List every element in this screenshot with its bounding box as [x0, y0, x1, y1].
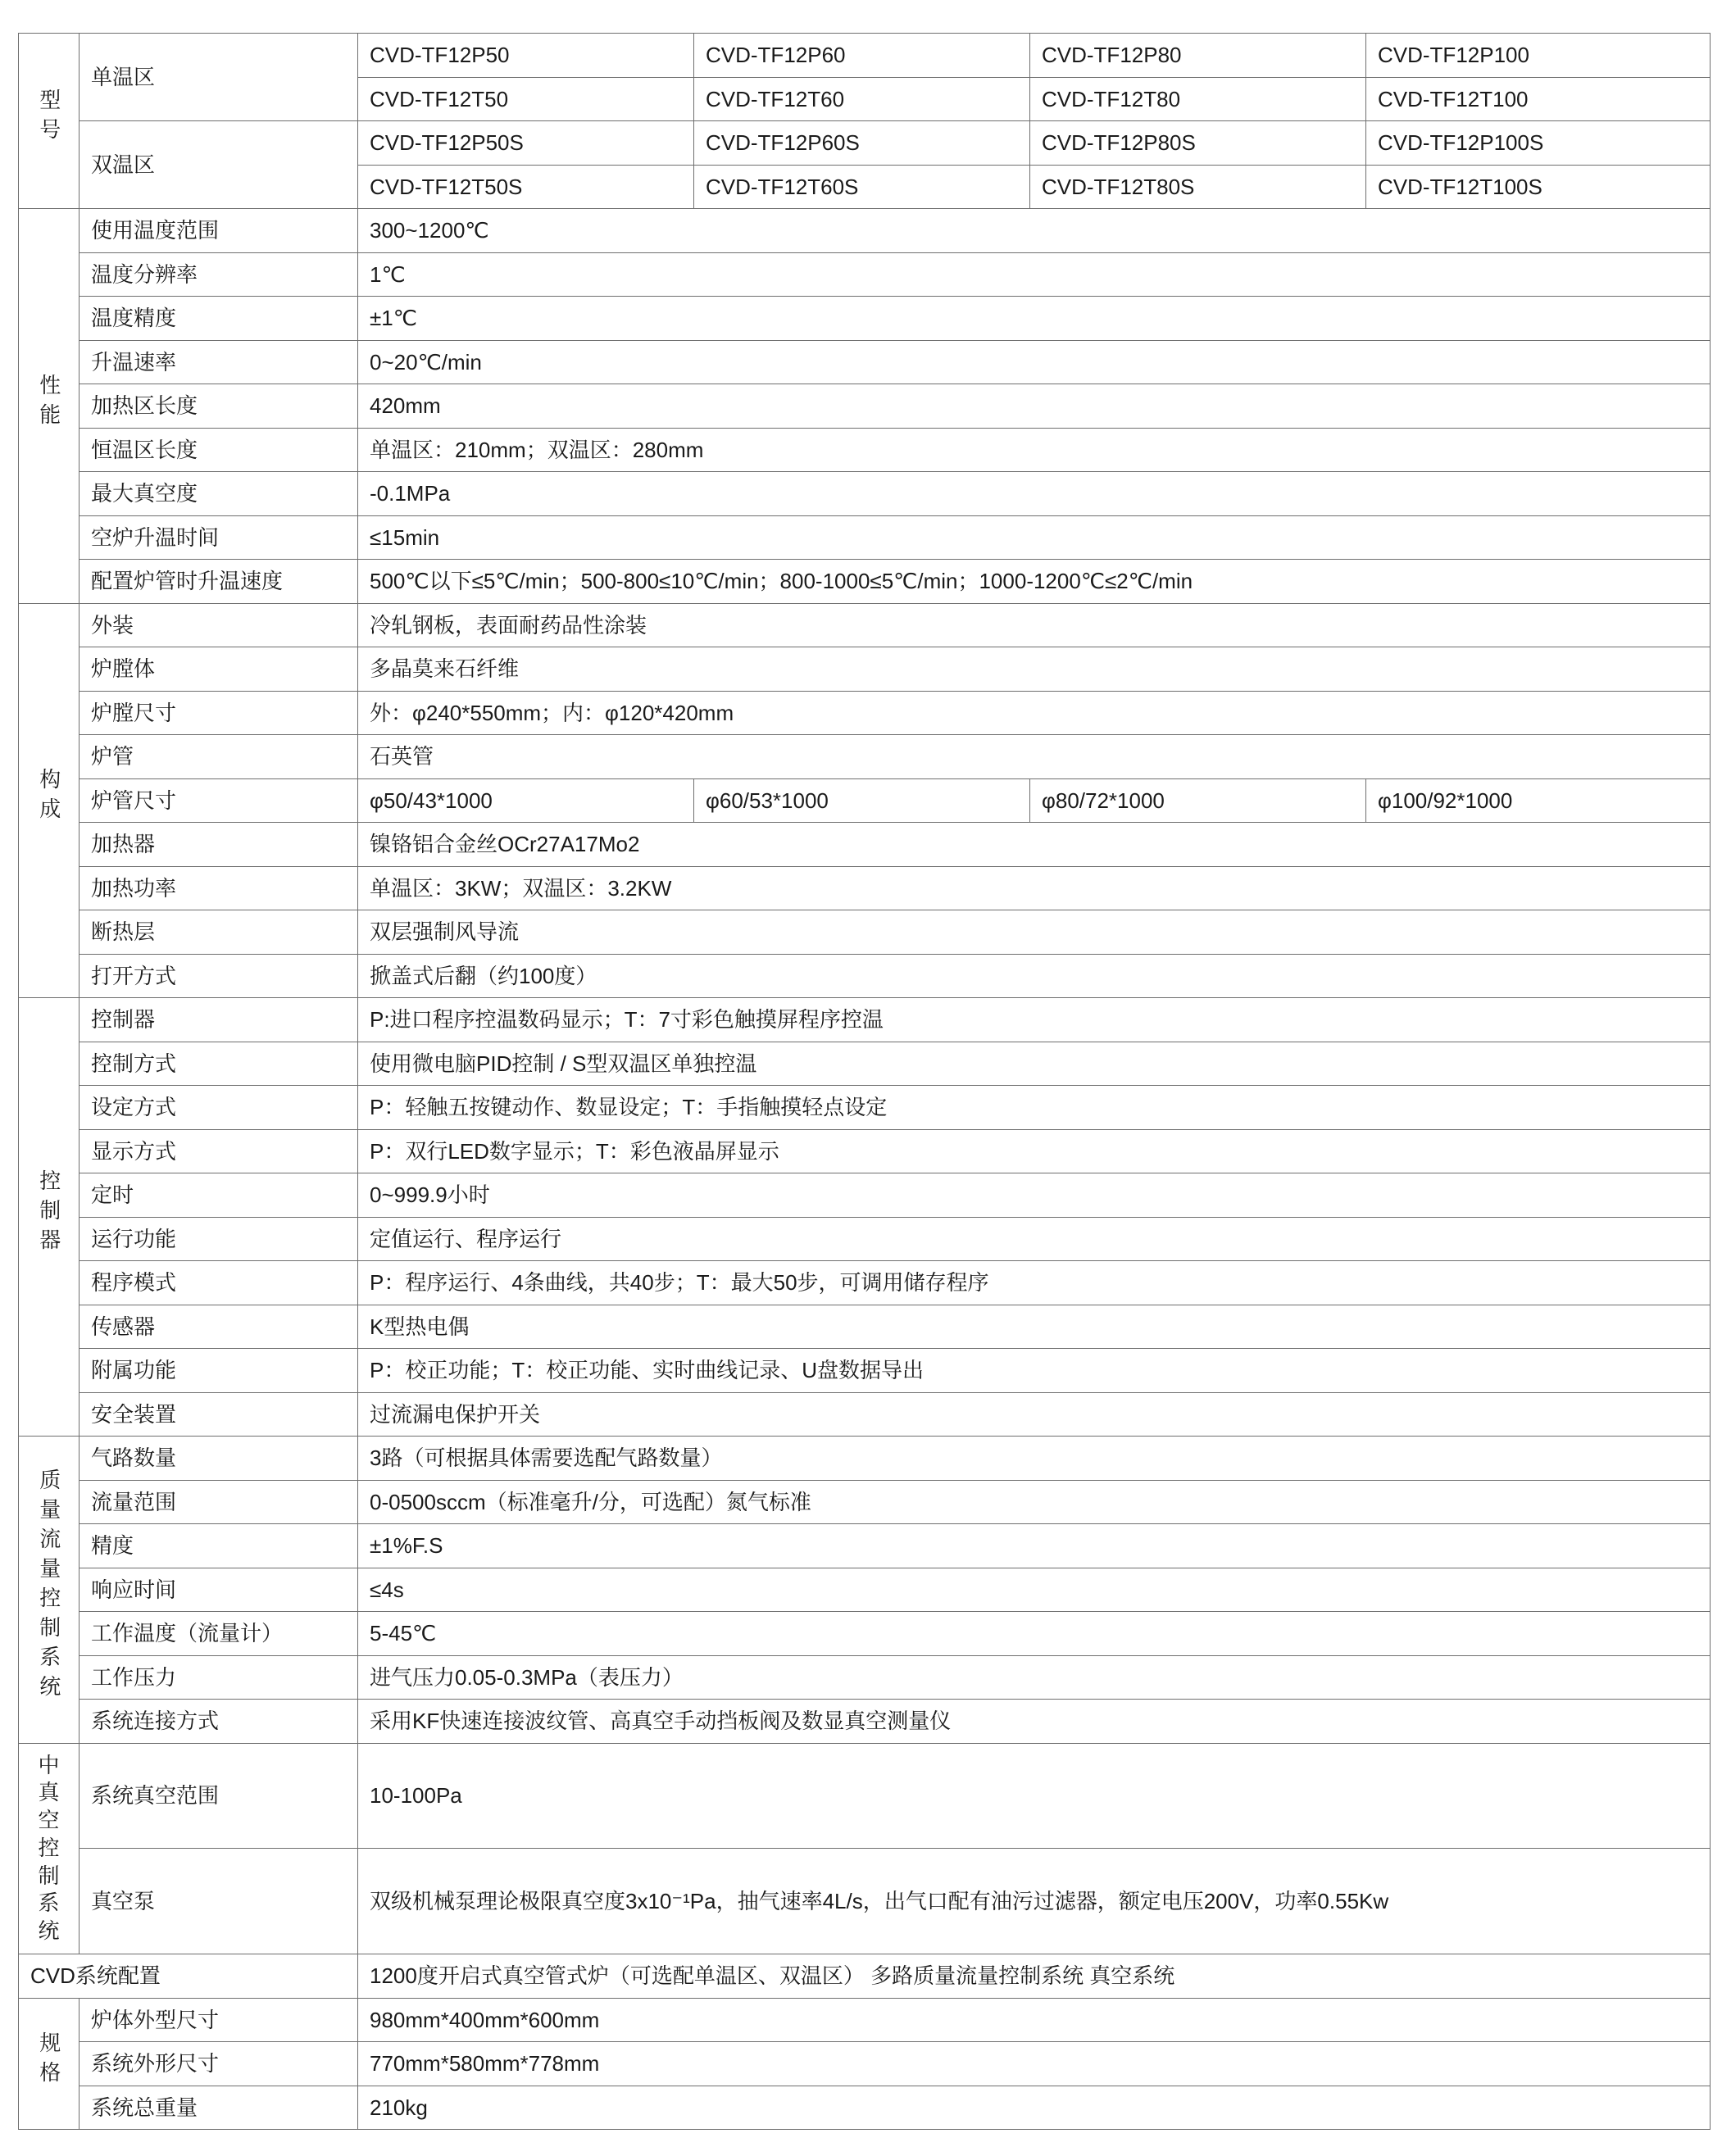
category-mass-flow: 质量流量控制系统: [19, 1437, 80, 1744]
table-row: [19, 1129, 1711, 1173]
attr-value: P：轻触五按键动作、数显设定；T：手指触摸轻点设定: [358, 1086, 1711, 1130]
attr-label: 炉膛尺寸: [80, 691, 358, 735]
attr-label: 炉膛体: [80, 647, 358, 692]
attr-value: 进气压力0.05-0.3MPa（表压力）: [358, 1655, 1711, 1700]
table-row: [19, 823, 1711, 867]
model-cell: CVD-TF12P80: [1030, 34, 1366, 78]
table-row: [19, 1524, 1711, 1568]
table-row: [19, 954, 1711, 998]
attr-value: ±1℃: [358, 297, 1711, 341]
table-row: [19, 603, 1711, 647]
attr-value: 外：φ240*550mm；内：φ120*420mm: [358, 691, 1711, 735]
pipe-size-cell: φ80/72*1000: [1030, 778, 1366, 823]
table-row: [19, 1349, 1711, 1393]
attr-label: 炉管尺寸: [80, 778, 358, 823]
table-row: [19, 34, 1711, 78]
attr-value: 多晶莫来石纤维: [358, 647, 1711, 692]
table-row: [19, 1655, 1711, 1700]
table-row: [19, 340, 1711, 384]
attr-value: 单温区：3KW；双温区：3.2KW: [358, 866, 1711, 910]
attr-label: 升温速率: [80, 340, 358, 384]
table-row: [19, 1086, 1711, 1130]
attr-value: 420mm: [358, 384, 1711, 429]
attr-label: 断热层: [80, 910, 358, 955]
attr-label: 最大真空度: [80, 472, 358, 516]
table-row: [19, 910, 1711, 955]
category-vacuum: 中真空控制系统: [19, 1743, 80, 1954]
table-row: [19, 297, 1711, 341]
attr-value: 双层强制风导流: [358, 910, 1711, 955]
attr-value: 10-100Pa: [358, 1743, 1711, 1849]
table-row: [19, 691, 1711, 735]
attr-value: ±1%F.S: [358, 1524, 1711, 1568]
model-cell: CVD-TF12T80: [1030, 77, 1366, 121]
attr-value: 过流漏电保护开关: [358, 1392, 1711, 1437]
attr-value: 0~20℃/min: [358, 340, 1711, 384]
table-row: [19, 1700, 1711, 1744]
table-row: [19, 121, 1711, 166]
attr-label: 真空泵: [80, 1849, 358, 1954]
specification-table: [18, 33, 1711, 2130]
category-controller: 控制器: [19, 998, 80, 1437]
attr-label: 精度: [80, 1524, 358, 1568]
attr-label: 加热功率: [80, 866, 358, 910]
attr-value: 掀盖式后翻（约100度）: [358, 954, 1711, 998]
cvd-config-value: 1200度开启式真空管式炉（可选配单温区、双温区） 多路质量流量控制系统 真空系统: [358, 1954, 1711, 1999]
attr-value: 500℃以下≤5℃/min；500-800≤10℃/min；800-1000≤5℃/min；1000-1200℃≤2℃/min: [358, 560, 1711, 604]
model-single-zone-label: 单温区: [80, 34, 358, 121]
model-cell: CVD-TF12P80S: [1030, 121, 1366, 166]
attr-label: 运行功能: [80, 1217, 358, 1261]
attr-value: 镍铬铝合金丝OCr27A17Mo2: [358, 823, 1711, 867]
attr-value: 770mm*580mm*778mm: [358, 2042, 1711, 2086]
table-row: [19, 1261, 1711, 1305]
table-row: [19, 428, 1711, 472]
attr-label: 系统连接方式: [80, 1700, 358, 1744]
table-row: [19, 472, 1711, 516]
table-row: [19, 209, 1711, 253]
attr-label: 加热器: [80, 823, 358, 867]
model-cell: CVD-TF12T50S: [358, 165, 694, 209]
attr-label: 控制器: [80, 998, 358, 1042]
attr-label: 系统真空范围: [80, 1743, 358, 1849]
attr-label: 炉管: [80, 735, 358, 779]
model-cell: CVD-TF12T80S: [1030, 165, 1366, 209]
table-row: [19, 1305, 1711, 1349]
model-cell: CVD-TF12P100: [1366, 34, 1711, 78]
model-cell: CVD-TF12P60: [694, 34, 1030, 78]
table-row: [19, 998, 1711, 1042]
table-row: [19, 2042, 1711, 2086]
attr-value: 定值运行、程序运行: [358, 1217, 1711, 1261]
table-row: [19, 1568, 1711, 1612]
attr-label: 控制方式: [80, 1042, 358, 1086]
attr-label: 传感器: [80, 1305, 358, 1349]
table-row: [19, 1392, 1711, 1437]
attr-value: 单温区：210mm；双温区：280mm: [358, 428, 1711, 472]
attr-value: 210kg: [358, 2086, 1711, 2130]
model-cell: CVD-TF12T60: [694, 77, 1030, 121]
attr-label: 空炉升温时间: [80, 515, 358, 560]
attr-label: 系统总重量: [80, 2086, 358, 2130]
table-row: [19, 1480, 1711, 1524]
attr-value: K型热电偶: [358, 1305, 1711, 1349]
attr-label: 配置炉管时升温速度: [80, 560, 358, 604]
attr-label: 恒温区长度: [80, 428, 358, 472]
attr-label: 温度精度: [80, 297, 358, 341]
attr-value: -0.1MPa: [358, 472, 1711, 516]
attr-label: 定时: [80, 1173, 358, 1218]
table-row: [19, 647, 1711, 692]
attr-value: ≤15min: [358, 515, 1711, 560]
attr-value: P：程序运行、4条曲线，共40步；T：最大50步，可调用储存程序: [358, 1261, 1711, 1305]
category-construction: 构成: [19, 603, 80, 998]
attr-label: 工作温度（流量计）: [80, 1612, 358, 1656]
attr-label: 安全装置: [80, 1392, 358, 1437]
model-cell: CVD-TF12P100S: [1366, 121, 1711, 166]
attr-label: 设定方式: [80, 1086, 358, 1130]
category-model: 型号: [19, 34, 80, 209]
attr-label: 使用温度范围: [80, 209, 358, 253]
cvd-config-label: CVD系统配置: [19, 1954, 358, 1999]
attr-label: 打开方式: [80, 954, 358, 998]
attr-value: 双级机械泵理论极限真空度3x10⁻¹Pa，抽气速率4L/s，出气口配有油污过滤器，额定电压200V，功率0.55Kw: [358, 1849, 1711, 1954]
table-row: [19, 866, 1711, 910]
attr-label: 加热区长度: [80, 384, 358, 429]
table-row: [19, 1437, 1711, 1481]
page-top-spacer: [18, 11, 1713, 33]
table-row: [19, 1042, 1711, 1086]
table-row: [19, 1612, 1711, 1656]
model-cell: CVD-TF12P50: [358, 34, 694, 78]
table-row: [19, 560, 1711, 604]
table-row: [19, 515, 1711, 560]
attr-value: 5-45℃: [358, 1612, 1711, 1656]
attr-value: 980mm*400mm*600mm: [358, 1998, 1711, 2042]
attr-value: 冷轧钢板，表面耐药品性涂装: [358, 603, 1711, 647]
attr-value: 0~999.9小时: [358, 1173, 1711, 1218]
attr-value: P：双行LED数字显示；T：彩色液晶屏显示: [358, 1129, 1711, 1173]
attr-value: 使用微电脑PID控制 / S型双温区单独控温: [358, 1042, 1711, 1086]
attr-value: P：校正功能；T：校正功能、实时曲线记录、U盘数据导出: [358, 1349, 1711, 1393]
attr-label: 系统外形尺寸: [80, 2042, 358, 2086]
pipe-size-cell: φ60/53*1000: [694, 778, 1030, 823]
table-row: [19, 1954, 1711, 1999]
table-row: [19, 1849, 1711, 1954]
table-row: [19, 2086, 1711, 2130]
attr-value: 3路（可根据具体需要选配气路数量）: [358, 1437, 1711, 1481]
table-row: [19, 1173, 1711, 1218]
pipe-size-cell: φ100/92*1000: [1366, 778, 1711, 823]
attr-label: 炉体外型尺寸: [80, 1998, 358, 2042]
attr-value: P:进口程序控温数码显示；T：7寸彩色触摸屏程序控温: [358, 998, 1711, 1042]
table-row: [19, 735, 1711, 779]
pipe-size-cell: φ50/43*1000: [358, 778, 694, 823]
model-cell: CVD-TF12P60S: [694, 121, 1030, 166]
model-cell: CVD-TF12T60S: [694, 165, 1030, 209]
attr-label: 响应时间: [80, 1568, 358, 1612]
attr-label: 气路数量: [80, 1437, 358, 1481]
attr-label: 工作压力: [80, 1655, 358, 1700]
table-row: [19, 252, 1711, 297]
table-row: [19, 778, 1711, 823]
attr-label: 显示方式: [80, 1129, 358, 1173]
attr-value: 采用KF快速连接波纹管、高真空手动挡板阀及数显真空测量仪: [358, 1700, 1711, 1744]
attr-label: 程序模式: [80, 1261, 358, 1305]
attr-label: 温度分辨率: [80, 252, 358, 297]
attr-value: 300~1200℃: [358, 209, 1711, 253]
model-cell: CVD-TF12T50: [358, 77, 694, 121]
attr-value: 1℃: [358, 252, 1711, 297]
model-dual-zone-label: 双温区: [80, 121, 358, 209]
attr-value: ≤4s: [358, 1568, 1711, 1612]
model-cell: CVD-TF12T100S: [1366, 165, 1711, 209]
attr-label: 外装: [80, 603, 358, 647]
attr-label: 附属功能: [80, 1349, 358, 1393]
attr-label: 流量范围: [80, 1480, 358, 1524]
table-row: [19, 1217, 1711, 1261]
model-cell: CVD-TF12T100: [1366, 77, 1711, 121]
category-spec: 规格: [19, 1998, 80, 2130]
category-performance: 性能: [19, 209, 80, 604]
table-row: [19, 384, 1711, 429]
model-cell: CVD-TF12P50S: [358, 121, 694, 166]
attr-value: 石英管: [358, 735, 1711, 779]
table-row: [19, 1998, 1711, 2042]
table-row: [19, 1743, 1711, 1849]
attr-value: 0-0500sccm（标准毫升/分，可选配）氮气标准: [358, 1480, 1711, 1524]
